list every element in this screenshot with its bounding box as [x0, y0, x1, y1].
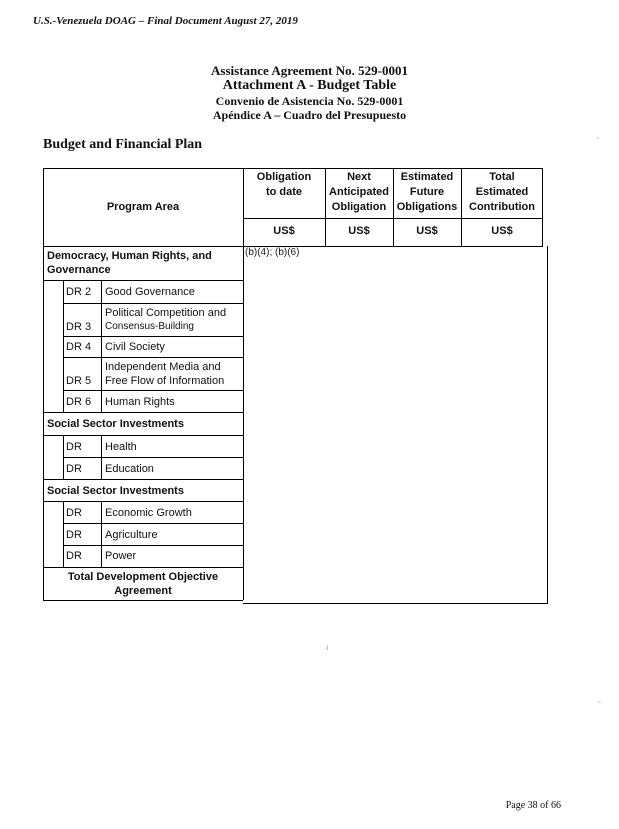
currency-label: US$: [348, 225, 370, 237]
header-total-estimated: Total Estimated Contribution: [469, 171, 535, 213]
header-note: U.S.-Venezuela DOAG – Final Document August 27, 2019: [33, 15, 298, 27]
row-line: [43, 479, 243, 480]
attachment-title: Attachment A - Budget Table: [222, 78, 397, 93]
currency-row-divider: [243, 218, 543, 219]
row-code: DR 2: [66, 286, 92, 298]
row-line: [43, 280, 243, 281]
row-code: DR: [66, 463, 82, 475]
row-line: [43, 435, 243, 436]
row-code: DR 6: [66, 396, 92, 408]
row-line: [43, 412, 243, 413]
row-line: [43, 567, 243, 568]
row-line: [43, 501, 243, 502]
row-line: [63, 357, 243, 358]
row-name: Civil Society: [105, 341, 165, 353]
row-line: [63, 523, 243, 524]
row-name: Power: [105, 550, 137, 562]
budget-table: [43, 168, 543, 600]
total-label: Total Development Objective Agreement: [67, 571, 219, 597]
row-line: [63, 457, 243, 458]
row-line: [63, 390, 243, 391]
row-name: Political Competition and Consensus-Building: [105, 307, 227, 332]
row-line: [63, 303, 243, 304]
currency-label: US$: [273, 225, 295, 237]
scan-mark: ı: [326, 642, 329, 652]
indent-line: [63, 501, 64, 567]
row-name: Independent Media and Free Flow of Information: [105, 361, 225, 387]
row-line: [63, 336, 243, 337]
row-name: Human Rights: [105, 396, 175, 408]
row-code: DR: [66, 441, 82, 453]
row-code: DR 5: [66, 375, 92, 387]
table-border-bottom-left: [43, 600, 243, 601]
row-code: DR 3: [66, 321, 92, 333]
attachment-title-spanish: Apéndice A – Cuadro del Presupuesto: [212, 108, 407, 122]
header-next-anticipated: Next Anticipated Obligation: [329, 171, 389, 213]
indent-line: [63, 280, 64, 412]
row-name: Economic Growth: [105, 507, 192, 519]
group-title-social-sector: Social Sector Investments: [47, 418, 184, 430]
group-title-democracy: Democracy, Human Rights, and Governance: [47, 250, 212, 276]
agreement-title-spanish: Convenio de Asistencia No. 529-0001: [215, 94, 404, 108]
table-border-top: [43, 168, 543, 169]
header-estimated-future: Estimated Future Obligations: [396, 171, 458, 213]
page-number: Page 38 of 66: [505, 800, 561, 811]
row-name: Health: [105, 441, 137, 453]
table-border-left: [43, 168, 44, 600]
row-name: Education: [105, 463, 154, 475]
scan-mark: ˜: [598, 700, 601, 710]
header-obligation-to-date: Obligation to date: [256, 171, 312, 198]
redaction-box-bottom: [243, 603, 548, 604]
section-heading: Budget and Financial Plan: [43, 137, 203, 152]
code-divider: [101, 501, 102, 567]
row-code: DR 4: [66, 341, 92, 353]
group-title-social-sector: Social Sector Investments: [47, 485, 184, 497]
currency-label: US$: [491, 225, 513, 237]
row-name: Good Governance: [105, 286, 195, 298]
redaction-box-right: [547, 246, 548, 604]
row-name: Agriculture: [105, 529, 158, 541]
code-divider: [101, 280, 102, 412]
redaction-label: (b)(4); (b)(6): [245, 247, 300, 258]
row-code: DR: [66, 507, 82, 519]
header-program-area: Program Area: [106, 201, 180, 213]
currency-label: US$: [416, 225, 438, 237]
row-code: DR: [66, 529, 82, 541]
scan-mark: ˜: [596, 136, 599, 146]
row-code: DR: [66, 550, 82, 562]
agreement-title: Assistance Agreement No. 529-0001: [211, 63, 408, 78]
row-line: [63, 545, 243, 546]
